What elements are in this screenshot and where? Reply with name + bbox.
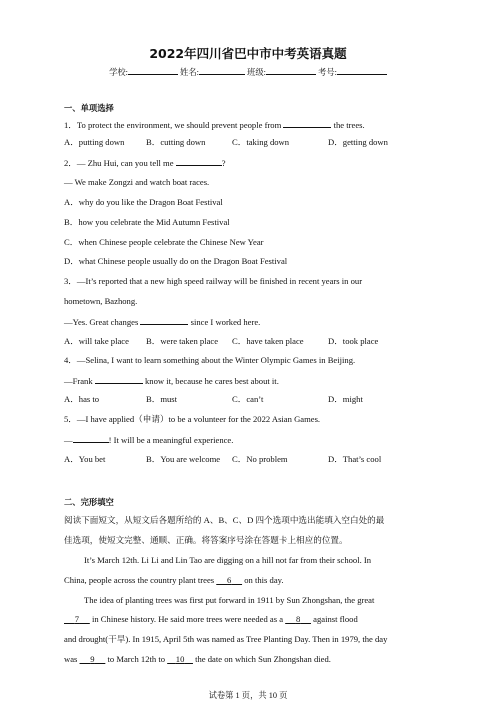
q3-reply-text: —Yes. Great changes xyxy=(64,317,139,327)
q3-option-c[interactable]: C．have taken place xyxy=(232,336,304,346)
cloze-blank-6 xyxy=(216,575,242,585)
number-field[interactable] xyxy=(337,66,387,75)
q3-blank xyxy=(140,316,188,325)
q5-option-a[interactable]: A．You bet xyxy=(64,454,106,464)
passage-p1-line2 xyxy=(64,575,284,586)
q5-reply xyxy=(64,434,233,446)
passage-p2-line3: and drought(干旱). In 1915, April 5th was named as Tree Planting Day. Then in 1979, the day xyxy=(64,634,388,644)
q1-option-c[interactable]: C．taking down xyxy=(232,137,290,147)
q4-reply xyxy=(64,375,279,387)
cloze-blank-10-number: 10 xyxy=(175,654,185,664)
passage-p2-line4 xyxy=(64,654,331,665)
passage-p2-line1: The idea of planting trees was first put forward in 1911 by Sun Zhongshan, the great xyxy=(84,595,375,605)
passage-text: against flood xyxy=(313,614,358,624)
q4-blank xyxy=(95,375,143,384)
passage-text: the date on which Sun Zhongshan died. xyxy=(195,654,331,664)
q3-reply-end: since I worked here. xyxy=(190,317,261,327)
cloze-blank-7 xyxy=(64,614,90,624)
name-label: 姓名: xyxy=(180,68,199,77)
q4-option-a[interactable]: A．has to xyxy=(64,394,100,404)
q3-option-d[interactable]: D．took place xyxy=(328,336,379,346)
q2-stem-text: 2．— Zhu Hui, can you tell me xyxy=(64,158,174,168)
q5-option-c[interactable]: C．No problem xyxy=(232,454,288,464)
passage-text: China, people across the country plant trees xyxy=(64,575,215,585)
q1-option-d[interactable]: D．getting down xyxy=(328,137,388,147)
q2-blank xyxy=(176,157,222,166)
section1-heading: 一、单项选择 xyxy=(64,103,114,113)
page-footer: 试卷第 1 页，共 10 页 xyxy=(208,691,288,700)
cloze-blank-10 xyxy=(167,654,193,664)
q5-reply-end: ! It will be a meaningful experience. xyxy=(108,435,234,445)
q4-option-c[interactable]: C．can’t xyxy=(232,394,264,404)
q3-stem-line1: 3．—It’s reported that a new high speed railway will be finished in recent years in our xyxy=(64,276,363,286)
q3-reply xyxy=(64,316,260,328)
cloze-blank-7-number: 7 xyxy=(74,614,80,624)
q1-stem-text: 1．To protect the environment, we should prevent people from xyxy=(64,120,282,130)
q2-option-b[interactable]: B．how you celebrate the Mid Autumn Festival xyxy=(64,217,230,227)
q5-stem: 5．—I have applied（申请）to be a volunteer for the 2022 Asian Games. xyxy=(64,414,321,424)
q5-blank xyxy=(73,434,109,443)
passage-p2-line2 xyxy=(64,614,358,625)
page-title: 2022年四川省巴中市中考英语真题 xyxy=(149,46,347,61)
q1-blank xyxy=(283,119,331,128)
q4-reply-end: know it, because he cares best about it. xyxy=(144,376,279,386)
passage-p1-line1: It’s March 12th. Li Li and Lin Tao are digging on a hill not far from their school. In xyxy=(84,555,372,565)
q2-reply: — We make Zongzi and watch boat races. xyxy=(64,177,210,187)
class-label: 班级: xyxy=(247,68,266,77)
q5-reply-text: — xyxy=(64,435,73,445)
q4-reply-text: —Frank xyxy=(64,376,93,386)
passage-text: on this day. xyxy=(244,575,284,585)
passage-text: was xyxy=(64,654,78,664)
student-info-row xyxy=(0,66,496,78)
q1-option-b[interactable]: B．cutting down xyxy=(146,137,206,147)
class-field[interactable] xyxy=(266,66,316,75)
passage-text: to March 12th to xyxy=(107,654,166,664)
passage-text: in Chinese history. He said more trees were needed as a xyxy=(91,614,284,624)
school-field[interactable] xyxy=(128,66,178,75)
school-label: 学校: xyxy=(109,68,128,77)
q2-stem xyxy=(64,157,226,169)
q1-stem xyxy=(64,119,365,131)
cloze-blank-9 xyxy=(80,654,106,664)
cloze-blank-8-number: 8 xyxy=(295,614,301,624)
q2-option-a[interactable]: A．why do you like the Dragon Boat Festival xyxy=(64,197,223,207)
q2-option-c[interactable]: C．when Chinese people celebrate the Chinese New Year xyxy=(64,237,264,247)
cloze-blank-6-number: 6 xyxy=(227,575,232,585)
section2-instruction-line1: 阅读下面短文，从短文后各题所给的 A、B、C、D 四个选项中选出能填入空白处的最 xyxy=(64,515,385,525)
q3-option-b[interactable]: B．were taken place xyxy=(146,336,219,346)
q4-stem: 4．—Selina, I want to learn something about the Winter Olympic Games in Beijing. xyxy=(64,355,356,365)
q2-stem-end: ? xyxy=(221,158,226,168)
cloze-blank-9-number: 9 xyxy=(90,654,95,664)
section2-heading: 二、完形填空 xyxy=(64,497,114,507)
q3-option-a[interactable]: A．will take place xyxy=(64,336,129,346)
section2-instruction-line2: 佳选项，使短文完整、通顺、正确。将答案序号涂在答题卡上相应的位置。 xyxy=(64,535,348,545)
name-field[interactable] xyxy=(199,66,245,75)
q5-option-d[interactable]: D．That’s cool xyxy=(328,454,382,464)
cloze-blank-8 xyxy=(285,614,311,624)
number-label: 考号: xyxy=(318,68,337,77)
q4-option-d[interactable]: D．might xyxy=(328,394,363,404)
q2-option-d[interactable]: D．what Chinese people usually do on the Dragon Boat Festival xyxy=(64,256,288,266)
q1-option-a[interactable]: A．putting down xyxy=(64,137,125,147)
q4-option-b[interactable]: B．must xyxy=(146,394,178,404)
q1-stem-end: the trees. xyxy=(333,120,365,130)
q3-stem-line2: hometown, Bazhong. xyxy=(64,296,138,306)
q5-option-b[interactable]: B．You are welcome xyxy=(146,454,221,464)
